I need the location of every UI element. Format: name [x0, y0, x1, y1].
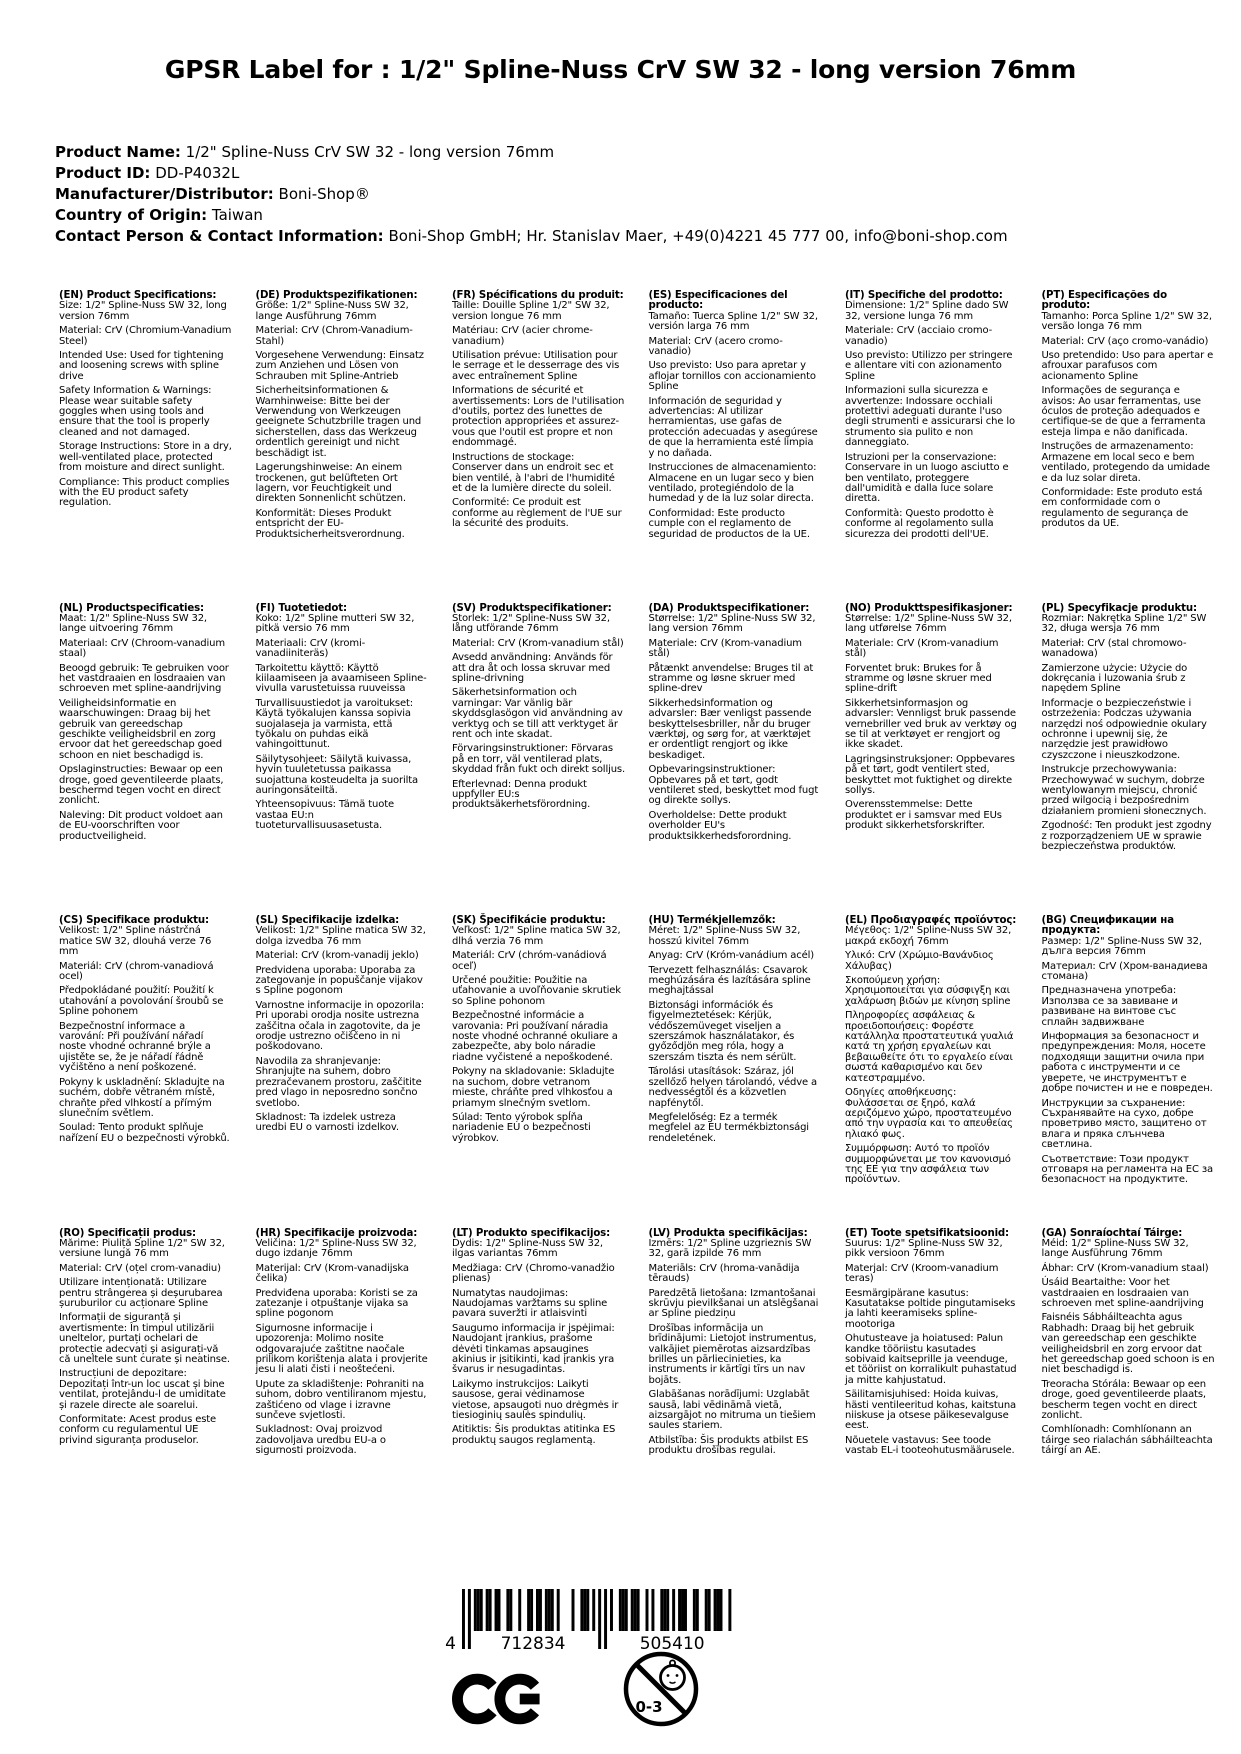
block-paragraph: Sukladnost: Ovaj proizvod zadovoljava uredbu EU-a o sigurnosti proizvoda.: [255, 1424, 386, 1457]
barcode-bar: [693, 1589, 696, 1631]
barcode-bar: [489, 1589, 492, 1631]
block-paragraph: Opbevaringsinstruktioner: Opbevares på et tørt, godt ventileret sted, beskyttet mod fugt og direkte sollys.: [648, 764, 819, 807]
block-paragraph: Tarkoitettu käyttö: Käyttö kiilaamiseen ja avaamiseen Spline-vivulla varustetuissa ruuveissa: [255, 662, 427, 695]
block-header: (FI) Tuotetiedot:: [255, 602, 347, 614]
block-paragraph: Velikost: 1/2" Spline nástrčná matice SW 32, dlouhá verze 76 mm: [59, 925, 212, 958]
block-header: (DA) Produktspecifikationer:: [648, 602, 810, 614]
block-paragraph: Určené použitie: Použitie na uťahovanie a uvoľňovanie skrutiek so Spline pohonom: [452, 975, 621, 1007]
barcode-bar: [539, 1589, 542, 1631]
barcode-bar: [498, 1589, 501, 1631]
block-header: (SV) Produktspecifikationer:: [452, 602, 612, 614]
block-header: (CS) Specifikace produktu:: [59, 915, 209, 926]
block-paragraph: Съответствие: Този продукт отговаря на регламента на ЕС за безопасност на продуктите.: [1041, 1153, 1213, 1186]
barcode-bar: [592, 1589, 595, 1631]
block-header: (HR) Specifikacije proizvoda:: [255, 1227, 418, 1239]
barcode-bar: [545, 1589, 548, 1631]
product-id-value: DD-P4032L: [155, 164, 240, 182]
block-paragraph: Suurus: 1/2" Spline-Nuss SW 32, pikk versioon 76mm: [845, 1237, 1003, 1260]
block-paragraph: Instructions de stockage: Conserver dans un endroit sec et bien ventilé, à l'abri de l'humidité et de la lumière directe du soleil.: [452, 451, 615, 494]
block-header: (SL) Specifikacije izdelka:: [255, 915, 400, 926]
block-paragraph: Forventet bruk: Brukes for å stramme og løsne skruer med spline-drift: [845, 662, 992, 695]
barcode-digit-left: 4: [445, 1634, 456, 1653]
block-paragraph: Drošības informācija un brīdinājumi: Lietojot instrumentus, valkājiet piemērotas aizsardzības brilles un pārliecinieties, ka instruments ir kārtīgi tīrs un nav bojāts.: [648, 1322, 817, 1386]
barcode-bar: [530, 1589, 533, 1631]
block-paragraph: Conformidade: Este produto está em conformidade com o regulamento de segurança de produtos da UE.: [1041, 486, 1203, 530]
block-paragraph: Conformidad: Este producto cumple con el reglamento de seguridad de productos de la UE.: [648, 507, 810, 540]
block-paragraph: Säilytysohjeet: Säilytä kuivassa, hyvin tuuletetussa paikassa suojattuna kosteudelta ja suorilta auringonsäteiltä.: [255, 753, 418, 796]
language-block-ga: [1042, 1229, 1215, 1461]
block-header: (EN) Product Specifications:: [59, 290, 217, 301]
product-info-row: [55, 142, 1008, 163]
block-paragraph: Veličina: 1/2" Spline-Nuss SW 32, dugo izdanje 76mm: [255, 1237, 417, 1260]
block-paragraph: Rozmiar: Nakrętka Spline 1/2" SW 32, długa wersja 76 mm: [1041, 612, 1207, 635]
block-paragraph: Material: CrV (krom-vanadij jeklo): [255, 950, 419, 962]
language-block-lt: [452, 1229, 625, 1451]
block-paragraph: Medžiaga: CrV (Chromo-vanadžio plienas): [452, 1262, 615, 1285]
barcode-bar: [663, 1589, 666, 1631]
block-paragraph: Größe: 1/2" Spline-Nuss SW 32, lange Ausführung 76mm: [255, 300, 409, 322]
barcode-bar: [462, 1589, 465, 1649]
block-paragraph: Numatytas naudojimas: Naudojamas varžtams su spline pavara suveržti ir atlaisvinti: [452, 1287, 608, 1320]
product-info-row: [55, 205, 1008, 226]
barcode-bar: [684, 1589, 687, 1631]
block-paragraph: Størrelse: 1/2" Spline-Nuss SW 32, lang utførelse 76mm: [845, 612, 1012, 635]
manufacturer-value: Boni-Shop®: [278, 185, 370, 203]
product-info-row: [55, 184, 1008, 205]
barcode-digits-group2: 505410: [639, 1634, 705, 1653]
block-paragraph: Maat: 1/2" Spline-Nuss SW 32, lange uitvoering 76mm: [59, 612, 207, 635]
barcode-bar: [720, 1589, 723, 1631]
block-paragraph: Biztonsági információk és figyelmeztetések: Kérjük, védőszemüveget viseljen a szerszámok használatakor, és győződjön meg róla, hogy a szerszám tiszta és nem sérült.: [648, 999, 797, 1063]
block-header: (DE) Produktspezifikationen:: [255, 290, 418, 301]
ce-letter-c: [457, 1679, 492, 1719]
barcode-bar: [480, 1589, 483, 1631]
barcode-bar: [598, 1589, 601, 1649]
block-header: (LV) Produkta specifikācijas:: [648, 1227, 808, 1239]
barcode-bar: [637, 1589, 640, 1631]
block-paragraph: Bezpečnostní informace a varování: Při používání nářadí noste vhodné ochranné brýle a ujistěte se, že je nářadí řádně vyčištěno a není poškozené.: [59, 1020, 211, 1074]
block-paragraph: Compliance: This product complies with the EU product safety regulation.: [59, 476, 230, 509]
block-paragraph: Overensstemmelse: Dette produktet er i samsvar med EUs produkt sikkerhetsforskrifter.: [845, 799, 1002, 832]
barcode-bar: [631, 1589, 634, 1631]
barcode-bar: [681, 1589, 684, 1631]
block-paragraph: Size: 1/2" Spline-Nuss SW 32, long version 76mm: [59, 300, 227, 322]
block-paragraph: Zamierzone użycie: Użycie do dokręcania i luzowania śrub z napędem Spline: [1041, 662, 1188, 695]
barcode-bar: [548, 1589, 551, 1631]
barcode-bar: [678, 1589, 681, 1631]
block-paragraph: Velikost: 1/2" Spline matica SW 32, dolga izvedba 76 mm: [255, 925, 426, 947]
block-paragraph: Dydis: 1/2" Spline-Nuss SW 32, ilgas variantas 76mm: [452, 1237, 603, 1260]
block-paragraph: Materiál: CrV (chróm-vanádiová oceľ): [452, 950, 607, 972]
block-paragraph: Σκοπούμενη χρήση: Χρησιμοποιείται για σύσφιγξη και χαλάρωση βιδών με κίνηση spline: [845, 975, 1011, 1007]
barcode-bar: [474, 1589, 477, 1631]
block-paragraph: Veľkosť: 1/2" Spline matica SW 32, dlhá verzia 76 mm: [452, 925, 621, 947]
block-paragraph: Tervezett felhasználás: Csavarok meghúzására és lazítására spline meghajtással: [648, 964, 811, 997]
language-block-it: [845, 291, 1018, 544]
language-block-pl: [1042, 604, 1215, 857]
block-paragraph: Safety Information & Warnings: Please wear suitable safety goggles when using tools and ensure that the tool is properly cleaned and not damaged.: [59, 385, 212, 438]
block-paragraph: Conformité: Ce produit est conforme au règlement de l'UE sur la sécurité des produits.: [452, 497, 622, 530]
block-paragraph: Paredzētā lietošana: Izmantošanai skrūvju pievilkšanai un atslēgšanai ar Spline piedziņu: [648, 1287, 819, 1320]
block-header: (PL) Specyfikacje produktu:: [1041, 602, 1197, 614]
block-paragraph: Conformità: Questo prodotto è conforme al regolamento sulla sicurezza dei prodotti dell'UE.: [845, 507, 994, 540]
block-paragraph: Lagringsinstruksjoner: Oppbevares på et tørt, godt ventilert sted, beskyttet mot fuktighet og direkte sollys.: [845, 753, 1015, 796]
barcode-bar: [506, 1589, 509, 1631]
block-paragraph: Uso previsto: Utilizzo per stringere e allentare viti con azionamento Spline: [845, 350, 1013, 382]
block-header: (HU) Termékjellemzők:: [648, 915, 776, 926]
barcode-bar: [610, 1589, 613, 1631]
block-paragraph: Instrukcje przechowywania: Przechowywać w suchym, dobrze wentylowanym miejscu, chronić przed wilgocią i bezpośrednim działaniem promieni słonecznych.: [1041, 764, 1207, 817]
barcode-digits-group1: 712834: [500, 1634, 566, 1653]
block-paragraph: Material: CrV (oțel crom-vanadiu): [59, 1262, 221, 1274]
barcode-bar: [714, 1589, 717, 1631]
block-paragraph: Atitiktis: Šis produktas atitinka ES produktų saugos reglamentą.: [452, 1424, 616, 1446]
barcode-svg: [424, 1589, 746, 1653]
block-paragraph: Информация за безопасност и предупреждения: Моля, носете подходящи защитни очила при работа с инструменти и се уверете, че инструментът е добре почистен и не е повреден.: [1041, 1031, 1213, 1095]
block-paragraph: Konformität: Dieses Produkt entspricht der EU-Produktsicherheitsverordnung.: [255, 507, 405, 540]
block-paragraph: Atbilstība: Šis produkts atbilst ES produktu drošības regulai.: [648, 1434, 809, 1457]
block-paragraph: Istruzioni per la conservazione: Conservare in un luogo asciutto e ben ventilato, proteggere dall'umidità e dalla luce solare diretta.: [845, 451, 1009, 505]
block-paragraph: Storlek: 1/2" Spline-Nuss SW 32, lång utförande 76mm: [452, 612, 610, 635]
block-paragraph: Varnostne informacije in opozorila: Pri uporabi orodja nosite ustrezna zaščitna očala in zagotovite, da je orodje ustrezno očiščeno in ni poškodovano.: [255, 999, 424, 1053]
block-paragraph: Uso pretendido: Uso para apertar e afrouxar parafusos com acionamento Spline: [1041, 350, 1214, 382]
baby-eye-right: [676, 1674, 679, 1677]
language-block-de: [256, 291, 429, 544]
block-paragraph: Материал: CrV (Хром-ванадиева стомана): [1041, 960, 1208, 983]
barcode-bar: [509, 1589, 512, 1631]
barcode-bar: [495, 1589, 498, 1631]
block-paragraph: Säkerhetsinformation och varningar: Var vänlig bär skyddsglasögon vid användning av verktyg och se till att verktyget är rent och inte skadat.: [452, 687, 623, 740]
block-paragraph: Tamaño: Tuerca Spline 1/2" SW 32, versión larga 76 mm: [648, 310, 818, 333]
language-block-pt: [1042, 291, 1215, 534]
block-paragraph: Efterlevnad: Denna produkt uppfyller EU:s produktsäkerhetsförordning.: [452, 778, 591, 811]
product-name-label: Product Name:: [55, 143, 181, 161]
product-id-label: Product ID:: [55, 164, 151, 182]
language-block-no: [845, 604, 1018, 836]
block-paragraph: Laikymo instrukcijos: Laikyti sausose, gerai vėdinamose vietose, apsaugoti nuo drėgmės ir tiesioginių saulės spindulių.: [452, 1378, 619, 1421]
block-paragraph: Izmērs: 1/2" Spline uzgrieznis SW 32, garā izpilde 76 mm: [648, 1237, 812, 1260]
block-header: (GA) Sonraíochtaí Táirge:: [1041, 1227, 1183, 1239]
block-paragraph: Materiale: CrV (Krom-vanadium stål): [648, 637, 802, 660]
block-paragraph: Glabāšanas norādījumi: Uzglabāt sausā, labi vēdināmā vietā, aizsargājot no mitruma un tiešiem saules stariem.: [648, 1389, 816, 1432]
block-paragraph: Materiaal: CrV (Chroom-vanadium staal): [59, 637, 225, 660]
language-block-cs: [59, 916, 232, 1148]
block-paragraph: Súlad: Tento výrobok spĺňa nariadenie EÚ o bezpečnosti výrobkov.: [452, 1111, 591, 1144]
block-paragraph: Taille: Douille Spline 1/2" SW 32, version longue 76 mm: [452, 300, 610, 322]
language-block-el: [845, 916, 1018, 1190]
block-paragraph: Μέγεθος: 1/2" Spline-Nuss SW 32, μακρά εκδοχή 76mm: [845, 925, 1012, 947]
contact-label: Contact Person & Contact Information:: [55, 227, 384, 245]
block-paragraph: Treoracha Stórála: Bewaar op een droge, goed geventileerde plaats, bescherm tegen vocht en direct zonlicht.: [1041, 1378, 1206, 1421]
barcode-bar: [672, 1589, 675, 1631]
barcode-bar: [728, 1589, 731, 1631]
block-paragraph: Utilizare intenționată: Utilizare pentru strângerea și deșurubarea șuruburilor cu acționare Spline: [59, 1277, 223, 1309]
block-paragraph: Vorgesehene Verwendung: Einsatz zum Anziehen und Lösen von Schrauben mit Spline-Antrieb: [255, 350, 424, 382]
block-paragraph: Storage Instructions: Store in a dry, well-ventilated place, protected from moisture and direct sunlight.: [59, 441, 232, 474]
block-paragraph: Mărime: Piuliță Spline 1/2" SW 32, versiune lungă 76 mm: [59, 1237, 225, 1260]
language-block-et: [845, 1229, 1018, 1461]
barcode-bar: [604, 1589, 607, 1649]
block-paragraph: Påtænkt anvendelse: Bruges til at stramme og løsne skruer med spline-drev: [648, 662, 814, 695]
barcode-bar: [660, 1589, 663, 1631]
barcode-bar: [622, 1589, 625, 1631]
block-paragraph: Yhteensopivuus: Tämä tuote vastaa EU:n tuoteturvallisuusasetusta.: [255, 799, 394, 832]
barcode-bar: [717, 1589, 720, 1631]
block-paragraph: Instrucciones de almacenamiento: Almacene en un lugar seco y bien ventilado, protegiéndolo de la humedad y de la luz solar directa.: [648, 462, 817, 505]
block-paragraph: Lagerungshinweise: An einem trockenen, gut belüfteten Ort lagern, vor Feuchtigkeit und direkten Sonnenlicht schützen.: [255, 462, 406, 505]
block-paragraph: Méret: 1/2" Spline-Nuss SW 32, hosszú kivitel 76mm: [648, 925, 801, 947]
block-paragraph: Instrucțiuni de depozitare: Depozitați într-un loc uscat și bine ventilat, protejându-l de umiditate și razele directe ale soarelui.: [59, 1368, 226, 1411]
block-header: (RO) Specificații produs:: [59, 1227, 196, 1239]
block-paragraph: Eesmärgipärane kasutus: Kasutatakse poltide pingutamiseks ja lahti keeramiseks spline-mootoriga: [845, 1287, 1016, 1330]
block-paragraph: Instruções de armazenamento: Armazene em local seco e bem ventilado, protegendo da umidade e da luz solar direta.: [1041, 441, 1210, 484]
barcode-bar: [666, 1589, 669, 1631]
product-info: [55, 142, 1008, 247]
block-paragraph: Material: CrV (aço cromo-vanádio): [1041, 335, 1209, 347]
baby-eye-left: [667, 1674, 670, 1677]
block-paragraph: Veiligheidsinformatie en waarschuwingen: Draag bij het gebruik van gereedschap geschikte veiligheidsbril en zorg ervoor dat het gereedschap goed schoon en niet beschadigd is.: [59, 697, 222, 761]
block-paragraph: Nõuetele vastavus: See toode vastab EL-i tooteohutusmäärusele.: [845, 1434, 1015, 1457]
block-paragraph: Informations de sécurité et avertissements: Lors de l'utilisation d'outils, portez des lunettes de protection appropriées et assurez-vous que l'outil est propre et non endommagé.: [452, 385, 625, 449]
block-header: (IT) Specifiche del prodotto:: [845, 290, 1003, 301]
block-paragraph: Sikkerhedsinformation og advarsler: Bær venligst passende beskyttelsesbriller, når du bruger værktøj, og sørg for, at værktøjet er ordentligt rengjort og ikke beskadiget.: [648, 697, 812, 761]
block-paragraph: Pokyny k uskladnění: Skladujte na suchém, dobře větraném místě, chraňte před vlhkostí a přímým slunečním světlem.: [59, 1076, 225, 1119]
block-paragraph: Méid: 1/2" Spline-Nuss SW 32, lange Ausführung 76mm: [1041, 1237, 1189, 1260]
block-paragraph: Ábhar: CrV (Krom-vanadium staal): [1041, 1262, 1209, 1274]
barcode: [424, 1589, 746, 1657]
baby-topknot: [670, 1660, 675, 1665]
block-paragraph: Informații de siguranță și avertismente: În timpul utilizării uneltelor, purtați ochelari de protecție adecvați și asigurați-vă că uneltele sunt curate și neatinse.: [59, 1312, 230, 1365]
block-paragraph: Säilitamisjuhised: Hoida kuivas, hästi ventileeritud kohas, kaitstuna niiskuse ja otsese päikesevalguse eest.: [845, 1389, 1016, 1432]
block-paragraph: Ohutusteave ja hoiatused: Palun kandke tööriistu kasutades sobivaid kaitseprille ja veenduge, et tööriist on korralikult puhastatud ja mitte kahjustatud.: [845, 1333, 1017, 1386]
language-block-ro: [59, 1229, 232, 1451]
barcode-bar: [586, 1589, 589, 1631]
barcode-bar: [572, 1589, 575, 1631]
language-block-hr: [256, 1229, 429, 1461]
block-paragraph: Utilisation prévue: Utilisation pour le serrage et le desserrage des vis avec entraînement Spline: [452, 350, 620, 382]
block-header: (NL) Productspecificaties:: [59, 602, 204, 614]
page-title: GPSR Label for : 1/2" Spline-Nuss CrV SW 32 - long version 76mm: [164, 55, 1077, 84]
language-block-nl: [59, 604, 232, 847]
block-paragraph: Sikkerhetsinformasjon og advarsler: Vennligst bruk passende vernebriller ved bruk av verktøy og se til at verktøyet er rengjort og ikke skadet.: [845, 697, 1017, 751]
country-of-origin-value: Taiwan: [211, 206, 263, 224]
block-paragraph: Materijal: CrV (Krom-vanadijska čelika): [255, 1262, 409, 1285]
ce-mark-icon: [452, 1671, 545, 1731]
block-header: (BG) Спецификации на продукта:: [1041, 915, 1174, 937]
language-block-en: [59, 291, 232, 513]
block-header: (FR) Spécifications du produit:: [452, 290, 624, 301]
block-paragraph: Upute za skladištenje: Pohraniti na suhom, dobro ventiliranom mjestu, zaštićeno od vlage i izravne sunčeve svjetlosti.: [255, 1378, 427, 1421]
block-paragraph: Předpokládané použití: Použití k utahování a povolování šroubů se Spline pohonem: [59, 985, 224, 1018]
product-info-row: [55, 226, 1008, 247]
barcode-bar: [646, 1589, 649, 1631]
block-paragraph: Инструкции за съхранение: Съхранявайте на сухо, добре проветриво място, защитено от влага и пряка слънчева светлина.: [1041, 1097, 1207, 1151]
block-paragraph: Avsedd användning: Används för att dra åt och lossa skruvar med spline-drivning: [452, 652, 613, 684]
language-block-es: [649, 291, 822, 544]
barcode-bar: [551, 1589, 554, 1631]
block-paragraph: Información de seguridad y advertencias: Al utilizar herramientas, use gafas de protección adecuadas y asegúrese de que la herramienta esté limpia y no dañada.: [648, 395, 818, 459]
product-info-row: [55, 163, 1008, 184]
block-paragraph: Informacje o bezpieczeństwie i ostrzeżenia: Podczas używania narzędzi noś odpowiednie okulary ochronne i upewnij się, że narzędzie jest prawidłowo czyszczone i nieuszkodzone.: [1041, 697, 1207, 761]
block-paragraph: Matériau: CrV (acier chrome-vanadium): [452, 325, 593, 347]
block-paragraph: Sigurnosne informacije i upozorenja: Molimo nosite odgovarajuće zaštitne naočale prilikom korištenja alata i provjerite jesu li alati čisti i neoštećeni.: [255, 1322, 428, 1376]
barcode-bar: [580, 1589, 583, 1631]
block-paragraph: Materjal: CrV (Kroom-vanadium teras): [845, 1262, 999, 1285]
block-paragraph: Intended Use: Used for tightening and loosening screws with spline drive: [59, 350, 224, 382]
block-paragraph: Materiāls: CrV (hroma-vanādija tērauds): [648, 1262, 800, 1285]
block-paragraph: Comhlíonadh: Comhlíonann an táirge seo rialachán sábháilteachta táirgí an AE.: [1041, 1424, 1213, 1457]
language-block-hu: [649, 916, 822, 1148]
product-name-value: 1/2" Spline-Nuss CrV SW 32 - long version 76mm: [185, 143, 555, 161]
barcode-bar: [696, 1589, 699, 1631]
block-paragraph: Bezpečnostné informácie a varovania: Pri používaní náradia noste vhodné ochranné okuliare a zabezpečte, aby bolo náradie riadne vyčistené a nepoškodené.: [452, 1010, 618, 1063]
barcode-bar: [708, 1589, 711, 1631]
language-blocks-grid: [59, 291, 1215, 1541]
block-paragraph: Pokyny na skladovanie: Skladujte na suchom, dobre vetranom mieste, chráňte pred vlhkosťou a priamym slnečným svetlom.: [452, 1066, 615, 1109]
block-paragraph: Anyag: CrV (Króm-vanádium acél): [648, 950, 814, 962]
block-paragraph: Turvallisuustiedot ja varoitukset: Käytä työkalujen kanssa sopivia suojalaseja ja varmista, että työkalu on puhdas eikä vahingoittunut.: [255, 697, 413, 751]
block-paragraph: Πληροφορίες ασφάλειας & προειδοποιήσεις: Φορέστε κατάλληλα προστατευτικά γυαλιά κατά τη χρήση εργαλείων και βεβαιωθείτε ότι το εργαλείο είναι σωστά καθαρισμένο και δεν κατεστραμμένο.: [845, 1010, 1014, 1084]
block-paragraph: Materiale: CrV (Krom-vanadium stål): [845, 637, 999, 660]
block-paragraph: Faisnéis Sábháilteachta agus Rabhadh: Draag bij het gebruik van gereedschap een geschikte veiligheidsbril en zorg ervoor dat het gereedschap goed schoon is en niet beschadigd is.: [1041, 1312, 1215, 1376]
baby-mouth: [670, 1682, 676, 1683]
block-paragraph: Skladnost: Ta izdelek ustreza uredbi EU o varnosti izdelkov.: [255, 1111, 399, 1134]
barcode-bar: [634, 1589, 637, 1631]
block-paragraph: Størrelse: 1/2" Spline-Nuss SW 32, lang version 76mm: [648, 612, 816, 635]
block-paragraph: Material: CrV (Krom-vanadium stål): [452, 637, 624, 649]
barcode-bar: [518, 1589, 521, 1631]
block-paragraph: Material: CrV (acero cromo-vanadio): [648, 335, 783, 358]
barcode-bar: [527, 1589, 530, 1631]
language-block-da: [649, 604, 822, 847]
block-paragraph: Предназначена употреба: Използва се за завиване и развиване на винтове със сплайн задвижване: [1041, 985, 1178, 1028]
block-paragraph: Υλικό: CrV (Χρώμιο-Βανάνδιος Χάλυβας): [845, 950, 994, 972]
block-paragraph: Οδηγίες αποθήκευσης: Φυλάσσεται σε ξηρό, καλά αεριζόμενο χώρο, προστατευμένο από την υγρασία και το απευθείας ηλιακό φως.: [845, 1087, 1013, 1140]
block-paragraph: Beoogd gebruik: Te gebruiken voor het vastdraaien en losdraaien van schroeven met spline-aandrijving: [59, 662, 229, 695]
language-block-sk: [452, 916, 625, 1148]
barcode-bar: [468, 1589, 471, 1649]
block-header: (PT) Especificações do produto:: [1041, 290, 1167, 312]
block-paragraph: Megfelelőség: Ez a termék megfelel az EU termékbiztonsági rendeletének.: [648, 1111, 809, 1144]
block-paragraph: Soulad: Tento produkt splňuje nařízení EU o bezpečnosti výrobků.: [59, 1122, 230, 1144]
block-paragraph: Material: CrV (Chrom-Vanadium-Stahl): [255, 325, 413, 347]
barcode-bar: [536, 1589, 539, 1631]
block-paragraph: Materiaali: CrV (kromi-vanadiiniteräs): [255, 637, 366, 660]
block-paragraph: Naleving: Dit product voldoet aan de EU-voorschriften voor productveiligheid.: [59, 809, 223, 842]
barcode-bar: [557, 1589, 560, 1631]
block-paragraph: Materiale: CrV (acciaio cromo-vanadio): [845, 325, 993, 347]
block-paragraph: Materiál: CrV (chrom-vanadiová ocel): [59, 960, 214, 983]
block-paragraph: Tamanho: Porca Spline 1/2" SW 32, versão longa 76 mm: [1041, 310, 1212, 333]
block-paragraph: Förvaringsinstruktioner: Förvaras på en torr, väl ventilerad plats, skyddad från fukt och direkt solljus.: [452, 743, 625, 776]
block-paragraph: Úsáid Beartaithe: Voor het vastdraaien en losdraaien van schroeven met spline-aandrijving: [1041, 1277, 1204, 1309]
block-paragraph: Dimensione: 1/2" Spline dado SW 32, versione lunga 76 mm: [845, 300, 1009, 322]
block-header: (LT) Produkto specifikacijos:: [452, 1227, 611, 1239]
block-paragraph: Размер: 1/2" Spline-Nuss SW 32, дълга версия 76mm: [1041, 935, 1202, 958]
barcode-bar: [583, 1589, 586, 1631]
block-paragraph: Tárolási utasítások: Száraz, jól szellőző helyen tárolandó, védve a nedvességtől és a közvetlen napfénytől.: [648, 1066, 818, 1109]
language-block-sv: [452, 604, 625, 815]
age-warning-0-3-icon: [621, 1649, 701, 1733]
contact-value: Boni-Shop GmbH; Hr. Stanislav Maer, +49(0)4221 45 777 00, info@boni-shop.com: [388, 227, 1008, 245]
barcode-bar: [705, 1589, 708, 1631]
block-paragraph: Predvidena uporaba: Uporaba za zategovanje in popuščanje vijakov s Spline pogonom: [255, 964, 423, 997]
block-paragraph: Informações de segurança e avisos: Ao usar ferramentas, use óculos de proteção adequados e certifique-se de que a ferramenta esteja limpa e não danificada.: [1041, 385, 1206, 438]
block-paragraph: Material: CrV (Chromium-Vanadium Steel): [59, 325, 232, 347]
block-header: (SK) Špecifikácie produktu:: [452, 915, 606, 926]
barcode-bar: [486, 1589, 489, 1631]
barcode-bar: [619, 1589, 622, 1631]
block-paragraph: Materiał: CrV (stal chromowo-wanadowa): [1041, 637, 1187, 660]
block-paragraph: Predviđena uporaba: Koristi se za zatezanje i otpuštanje vijaka sa spline pogonom: [255, 1287, 418, 1320]
language-block-fr: [452, 291, 625, 534]
block-header: (ES) Especificaciones del producto:: [648, 290, 788, 312]
barcode-bar: [625, 1589, 628, 1631]
block-paragraph: Overholdelse: Dette produkt overholder EU's produktsikkerhedsforordning.: [648, 809, 792, 842]
barcode-bar: [477, 1589, 480, 1631]
block-header: (NO) Produkttspesifikasjoner:: [845, 602, 1013, 614]
country-of-origin-label: Country of Origin:: [55, 206, 208, 224]
language-block-sl: [256, 916, 429, 1138]
language-block-fi: [256, 604, 429, 836]
language-block-lv: [649, 1229, 822, 1461]
block-paragraph: Συμμόρφωση: Αυτό το προϊόν συμμορφώνεται με τον κανονισμό της ΕΕ για την ασφάλεια των προϊόντων.: [845, 1143, 1011, 1186]
block-paragraph: Koko: 1/2" Spline mutteri SW 32, pitkä versio 76 mm: [255, 612, 415, 635]
baby-face-icon: [661, 1666, 685, 1690]
manufacturer-label: Manufacturer/Distributor:: [55, 185, 274, 203]
block-paragraph: Conformitate: Acest produs este conform cu regulamentul UE privind siguranța produselor.: [59, 1414, 217, 1446]
barcode-bar: [651, 1589, 654, 1631]
block-header: (ET) Toote spetsifikatsioonid:: [845, 1227, 1009, 1239]
block-paragraph: Saugumo informacija ir įspėjimai: Naudojant įrankius, prašome dėvėti tinkamas apsaugines akinius ir įsitikinti, kad įrankis yra švarus ir nesugadintas.: [452, 1322, 615, 1376]
age-warning-text: 0-3: [635, 1698, 663, 1716]
block-paragraph: Uso previsto: Uso para apretar y aflojar tornillos con accionamiento Spline: [648, 360, 816, 393]
block-paragraph: Navodila za shranjevanje: Shranjujte na suhem, dobro prezračevanem prostoru, zaščitite pred vlago in neposredno sončno svetlobo.: [255, 1055, 422, 1109]
block-header: (EL) Προδιαγραφές προϊόντος:: [845, 915, 1017, 926]
block-paragraph: Zgodność: Ten produkt jest zgodny z rozporządzeniem UE w sprawie bezpieczeństwa produktów.: [1041, 820, 1212, 853]
block-paragraph: Opslaginstructies: Bewaar op een droge, goed geventileerde plaats, beschermd tegen vocht en direct zonlicht.: [59, 764, 224, 807]
language-block-bg: [1042, 916, 1215, 1190]
block-paragraph: Sicherheitsinformationen & Warnhinweise: Bitte bei der Verwendung von Werkzeugen geeignete Schutzbrille tragen und sicherstellen, dass das Werkzeug ordentlich gereinigt und nicht beschädigt ist.: [255, 385, 422, 459]
block-paragraph: Informazioni sulla sicurezza e avvertenze: Indossare occhiali protettivi adeguati durante l'uso degli strumenti e assicurarsi che lo strumento sia pulito e non danneggiato.: [845, 385, 1015, 449]
